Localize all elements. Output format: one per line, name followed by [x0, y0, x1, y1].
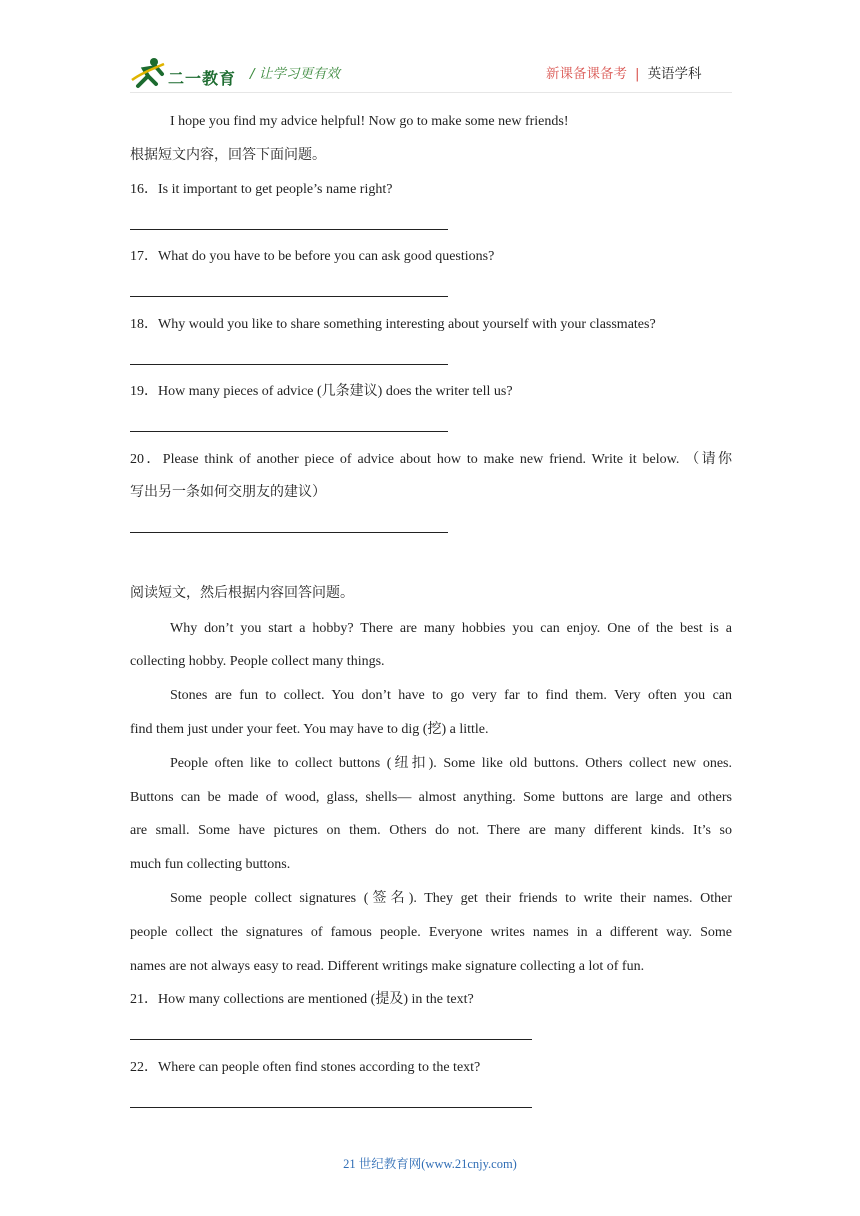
instruction-2: 阅读短文，然后根据内容回答问题。	[130, 586, 354, 601]
instruction-1: 根据短文内容，回答下面问题。	[130, 148, 326, 163]
answer-line-22[interactable]	[130, 1107, 532, 1108]
page-header	[0, 0, 860, 100]
runner-logo-icon	[130, 56, 170, 90]
passage-p3-line-2: Buttons can be made of wood, glass, shells— almost anything. Some buttons are large and others	[130, 790, 732, 805]
passage-p1-line-2: collecting hobby. People collect many things.	[130, 654, 385, 669]
passage-p2-line-2: find them just under your feet. You may have to dig (挖) a little.	[130, 722, 489, 737]
header-divider	[130, 92, 732, 93]
question-22: 22．Where can people often find stones according to the text?	[130, 1060, 481, 1075]
question-16: 16．Is it important to get people’s name right?	[130, 182, 393, 197]
closing-sentence: I hope you find my advice helpful! Now go to make some new friends!	[170, 114, 569, 129]
passage-p2-line-1: Stones are fun to collect. You don’t have to go very far to find them. Very often you can	[170, 688, 732, 703]
header-tag	[546, 62, 702, 82]
slogan: / 让学习更有效	[250, 66, 340, 82]
question-20-line-1: 20．Please think of another piece of advice about how to make new friend. Write it below. （请你	[130, 452, 732, 467]
answer-line-16[interactable]	[130, 229, 448, 230]
passage-p4-line-1: Some people collect signatures (签名). They get their friends to write their names. Other	[170, 891, 732, 906]
header-tag-separator: |	[635, 66, 640, 82]
answer-line-20[interactable]	[130, 532, 448, 533]
passage-p4-line-3: names are not always easy to read. Different writings make signature collecting a lot of fun.	[130, 959, 645, 974]
question-19: 19．How many pieces of advice (几条建议) does the writer tell us?	[130, 384, 513, 399]
header-tag-subject: 英语学科	[647, 66, 702, 82]
answer-line-21[interactable]	[130, 1039, 532, 1040]
question-21: 21．How many collections are mentioned (提及) in the text?	[130, 992, 474, 1007]
passage-p4-line-2: people collect the signatures of famous people. Everyone writes names in a different way. Some	[130, 925, 732, 940]
passage-p3-line-1: People often like to collect buttons (纽扣). Some like old buttons. Others collect new ones.	[170, 756, 732, 771]
answer-line-19[interactable]	[130, 431, 448, 432]
question-20-line-2: 写出另一条如何交朋友的建议）	[130, 485, 326, 500]
answer-line-18[interactable]	[130, 364, 448, 365]
question-18: 18．Why would you like to share something interesting about yourself with your classmates?	[130, 317, 656, 332]
logo	[130, 56, 240, 90]
passage-p3-line-3: are small. Some have pictures on them. Others do not. There are many different kinds. It’s so	[130, 823, 732, 838]
passage-p3-line-4: much fun collecting buttons.	[130, 857, 291, 872]
logo-text: 二一教育	[168, 69, 237, 88]
header-tag-course: 新课备课备考	[546, 66, 627, 82]
page-footer: 21 世纪教育网(www.21cnjy.com)	[343, 1157, 517, 1171]
question-17: 17．What do you have to be before you can ask good questions?	[130, 249, 495, 264]
answer-line-17[interactable]	[130, 296, 448, 297]
passage-p1-line-1: Why don’t you start a hobby? There are many hobbies you can enjoy. One of the best is a	[170, 621, 732, 636]
